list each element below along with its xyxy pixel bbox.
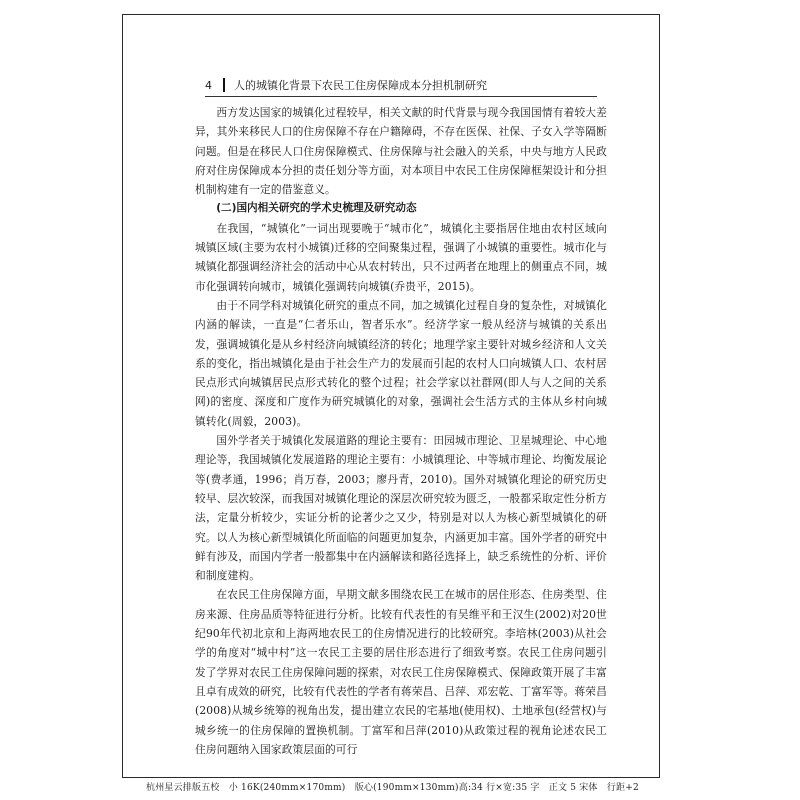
body-text xyxy=(195,103,607,759)
header-divider-bar xyxy=(223,78,225,92)
running-header xyxy=(205,75,487,95)
paragraph: 在我国，“城镇化”一词出现要晚于“城市化”，城镇化主要指居住地由农村区域向城镇区域(主要为农村小城镇)迁移的空间聚集过程，强调了小城镇的重要性。城市化与城镇化都强调经济社会的活动中心从农村转出，只不过两者在地理上的侧重点不同，城市化强调转向城市，城镇化强调转向城镇(乔贵平，2015)。 xyxy=(195,221,607,293)
running-title: 人的城镇化背景下农民工住房保障成本分担机制研究 xyxy=(234,79,487,92)
paragraph: 国外学者关于城镇化发展道路的理论主要有：田园城市理论、卫星城理论、中心地理论等，我国城镇化发展道路的理论主要有：小城镇理论、中等城市理论、均衡发展论等(费孝通，1996；肖万春，2003；廖丹青，2010)。国外对城镇化理论的研究历史较早、层次较深，而我国对城镇化理论的深层次研究较为匮乏，一般都采取定性分析方法，定量分析较少，实证分析的论著少之又少，特别是对以人为核心新型城镇化的研究。以人为核心新型城镇化所面临的问题更加复杂，内涵更加丰富。国外学者的研究中鲜有涉及，而国内学者一般都集中在内涵解读和路径选择上，缺乏系统性的分析、评价和制度建构。 xyxy=(195,434,607,583)
paragraph: 西方发达国家的城镇化过程较早，相关文献的时代背景与现今我国国情有着较大差异，其外来移民人口的住房保障不存在户籍障碍，不存在医保、社保、子女入学等隔断问题。但是在移民人口住房保障模式、住房保障与社会融入的关系，中央与地方人民政府对住房保障成本分担的责任划分等方面，对本项目中农民工住房保障框架设计和分担机制构建有一定的借鉴意义。 xyxy=(195,106,607,197)
section-heading: (二)国内相关研究的学术史梳理及研究动态 xyxy=(216,202,417,215)
paragraph: 在农民工住房保障方面，早期文献多围绕农民工在城市的居住形态、住房类型、住房来源、住房品质等特征进行分析。比较有代表性的有吴维平和王汉生(2002)对20世纪90年代初北京和上海两地农民工的住房情况进行的比较研究。李培林(2003)从社会学的角度对“城中村”这一农民工主要的居住形态进行了细致考察。农民工住房问题引发了学界对农民工住房保障问题的探索，对农民工住房保障模式、保障政策开展了丰富且卓有成效的研究，比较有代表性的学者有蒋荣昌、吕萍、邓宏乾、丁富军等。蒋荣昌(2008)从城乡统筹的视角出发，提出建立农民的宅基地(使用权)、土地承包(经营权)与城乡统一的住房保障的置换机制。丁富军和吕萍(2010)从政策过程的视角论述农民工住房问题纳入国家政策层面的可行 xyxy=(195,588,607,756)
page-number: 4 xyxy=(205,78,212,92)
paragraph: 由于不同学科对城镇化研究的重点不同，加之城镇化过程自身的复杂性，对城镇化内涵的解读，一直是“仁者乐山，智者乐水”。经济学家一般从经济与城镇的关系出发，强调城镇化是从乡村经济向城镇经济的转化；地理学家主要针对城乡经济和人文关系的变化，指出城镇化是由于社会生产力的发展而引起的农村人口向城镇人口、农村居民点形式向城镇居民点形式转化的整个过程；社会学家以社群网(即人与人之间的关系网)的密度、深度和广度作为研究城镇化的对象，强调社会生活方式的主体从乡村向城镇转化(周毅，2003)。 xyxy=(195,298,607,428)
typesetting-footer: 杭州星云排版五校 小 16K(240mm×170mm) 版心(190mm×130mm)高:34 行×宽:35 字 正文 5 宋体 行距+2 xyxy=(146,783,639,793)
book-page xyxy=(122,14,660,778)
header-rule xyxy=(205,96,597,97)
